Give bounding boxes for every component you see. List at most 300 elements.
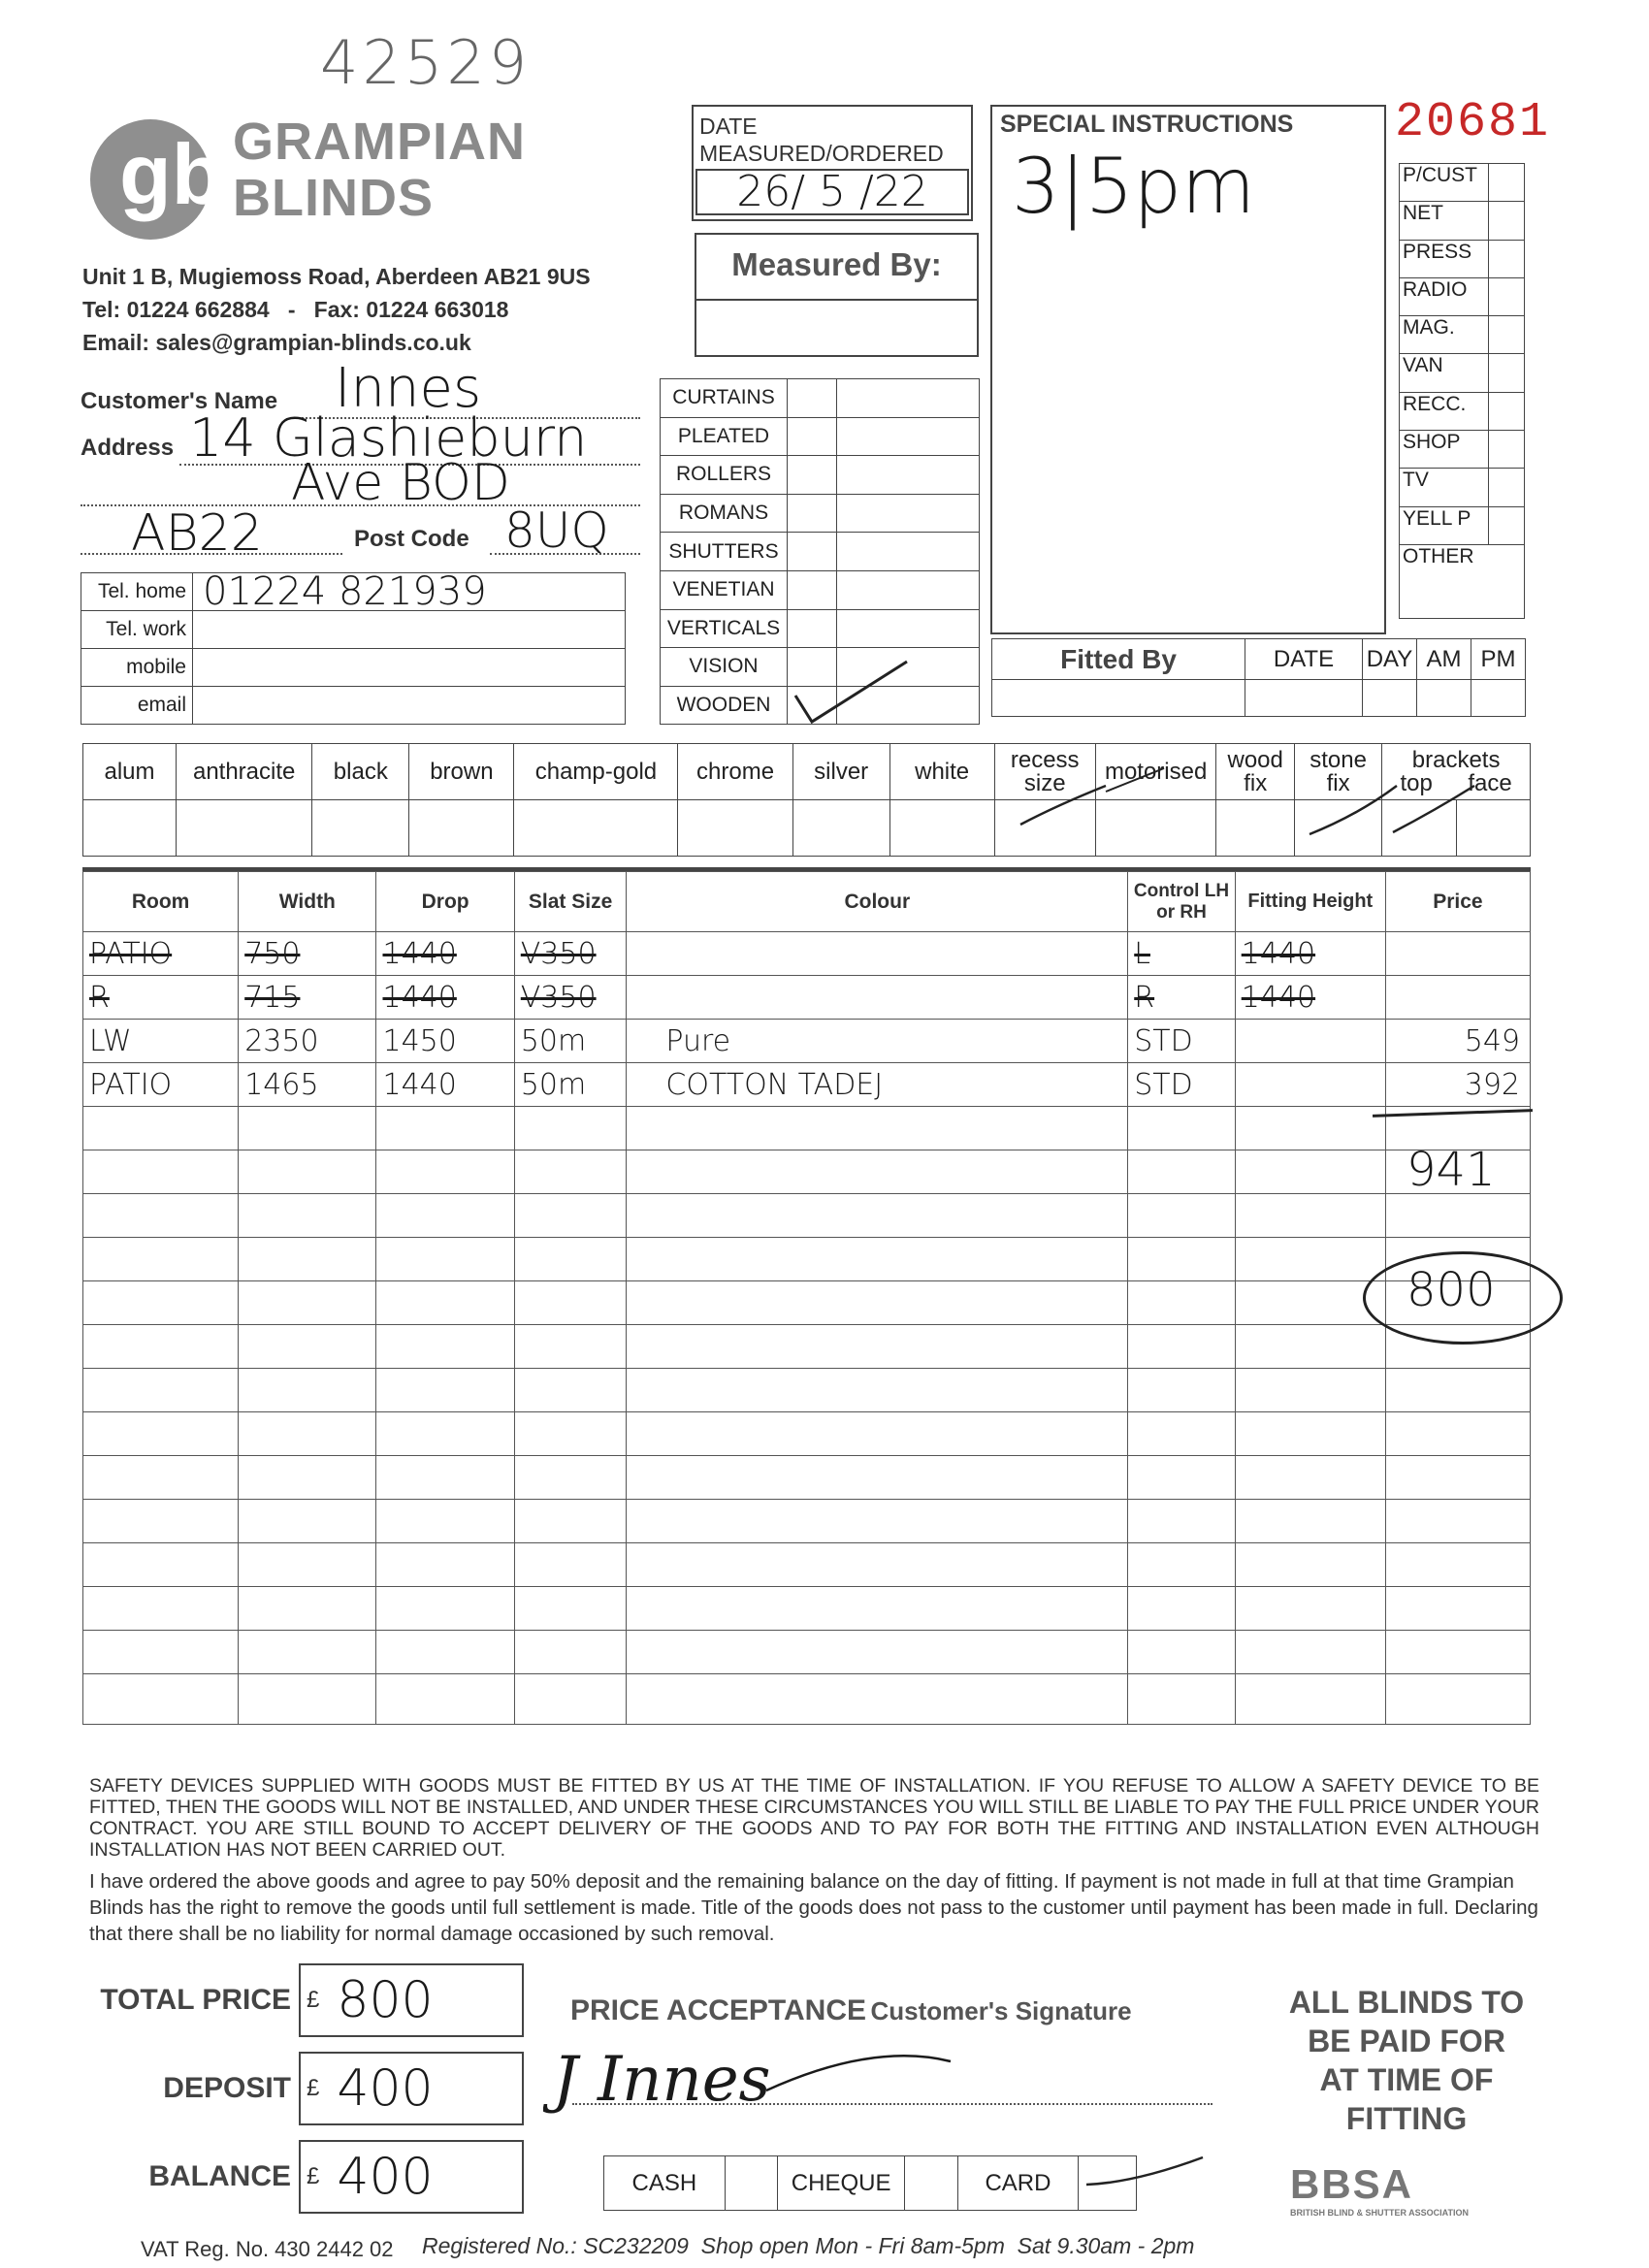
table-row[interactable] <box>83 1587 1531 1631</box>
phone-label-0: Tel. home <box>81 573 193 611</box>
cell-control[interactable] <box>1128 1325 1235 1369</box>
source-checkbox[interactable] <box>1489 202 1525 240</box>
total-label-1: DEPOSIT <box>163 2072 291 2104</box>
cell-colour[interactable] <box>627 1587 1128 1631</box>
total-row-total-price <box>82 1961 529 2039</box>
cell-width[interactable] <box>239 1194 376 1238</box>
total-value-0[interactable]: 800 <box>337 1971 434 2029</box>
cell-colour[interactable] <box>627 1456 1128 1500</box>
option-wood-fix[interactable]: wood fix <box>1216 744 1295 800</box>
cell-width[interactable]: 1465 <box>239 1063 376 1107</box>
total-box-0[interactable] <box>299 1963 524 2037</box>
cell-height[interactable] <box>1235 1238 1385 1281</box>
option-recess-size[interactable]: recess size <box>994 744 1095 800</box>
vat-number: VAT Reg. No. 430 2442 02 <box>141 2237 394 2261</box>
table-row[interactable] <box>83 1238 1531 1281</box>
source-checkbox[interactable] <box>1489 392 1525 430</box>
address-town[interactable]: AB22 <box>131 504 263 563</box>
blind-type-checkbox[interactable] <box>788 456 837 495</box>
option-champ-gold[interactable]: champ-gold <box>514 744 678 800</box>
cell-colour[interactable] <box>627 1238 1128 1281</box>
cell-width[interactable] <box>239 1587 376 1631</box>
table-row[interactable] <box>83 1369 1531 1412</box>
cell-price[interactable] <box>1385 1631 1530 1674</box>
fitted-pm-value[interactable] <box>1471 680 1526 717</box>
table-row[interactable] <box>83 1456 1531 1500</box>
cell-slat[interactable]: 50m <box>514 1063 627 1107</box>
cell-width[interactable] <box>239 1500 376 1543</box>
cell-height[interactable] <box>1235 1325 1385 1369</box>
cell-control[interactable]: R <box>1128 976 1235 1020</box>
cell-control[interactable] <box>1128 1150 1235 1194</box>
cell-height[interactable] <box>1235 1674 1385 1725</box>
phone-label-3: email <box>81 687 193 725</box>
phone-value-3[interactable] <box>193 687 626 725</box>
cell-colour[interactable] <box>627 1500 1128 1543</box>
cell-price[interactable] <box>1385 1456 1530 1500</box>
option-brackets-label: brackets <box>1411 746 1501 773</box>
source-mag-label: MAG. <box>1400 316 1489 354</box>
cell-drop[interactable]: 1440 <box>376 1063 514 1107</box>
table-row[interactable] <box>83 1194 1531 1238</box>
cell-control[interactable] <box>1128 1543 1235 1587</box>
source-radio-label: RADIO <box>1400 277 1489 315</box>
blind-type-romans: ROMANS <box>661 494 788 533</box>
cell-slat[interactable] <box>514 1194 627 1238</box>
cell-drop[interactable] <box>376 1281 514 1325</box>
cell-colour[interactable] <box>627 1150 1128 1194</box>
cell-price[interactable] <box>1385 1500 1530 1543</box>
total-box-2[interactable] <box>299 2140 524 2214</box>
cell-control[interactable] <box>1128 1369 1235 1412</box>
col-width: Width <box>239 872 376 932</box>
table-row[interactable] <box>83 976 1531 1020</box>
source-shop-label: SHOP <box>1400 431 1489 469</box>
fitted-pm-label: PM <box>1471 639 1526 680</box>
cell-control[interactable] <box>1128 1500 1235 1543</box>
cell-drop[interactable]: 1440 <box>376 932 514 976</box>
cell-height[interactable] <box>1235 1500 1385 1543</box>
notice-line2: BE PAID FOR <box>1308 2024 1505 2058</box>
company-phone-fax: Tel: 01224 662884 - Fax: 01224 663018 <box>82 297 509 322</box>
signature-label: Customer's Signature <box>870 1996 1132 2025</box>
bbsa-logo <box>1290 2161 1523 2218</box>
fitted-by-table <box>991 638 1526 717</box>
logo-letters: gb <box>119 126 224 222</box>
cell-width[interactable]: 715 <box>239 976 376 1020</box>
customer-signature[interactable] <box>543 2023 1086 2134</box>
col-colour: Colour <box>627 872 1128 932</box>
cell-drop[interactable] <box>376 1587 514 1631</box>
cell-height[interactable] <box>1235 1150 1385 1194</box>
cell-colour[interactable] <box>627 1281 1128 1325</box>
cell-control[interactable] <box>1128 1107 1235 1150</box>
payment-cash-box[interactable] <box>725 2156 778 2211</box>
cell-slat[interactable] <box>514 1281 627 1325</box>
cell-drop[interactable] <box>376 1107 514 1150</box>
total-label-2: BALANCE <box>148 2160 291 2192</box>
payment-notice <box>1251 1983 1562 2138</box>
fitted-date-label: DATE <box>1245 639 1363 680</box>
cell-price[interactable] <box>1385 1674 1530 1725</box>
fitted-date-value[interactable] <box>1245 680 1363 717</box>
cell-colour[interactable]: Pure <box>627 1020 1128 1063</box>
cell-slat[interactable] <box>514 1325 627 1369</box>
cell-room[interactable] <box>83 1587 239 1631</box>
source-net-label: NET <box>1400 202 1489 240</box>
source-checkbox[interactable] <box>1489 277 1525 315</box>
options-strike-marks <box>1009 757 1523 859</box>
cell-control[interactable] <box>1128 1674 1235 1725</box>
cell-colour[interactable] <box>627 1325 1128 1369</box>
cell-room[interactable] <box>83 1107 239 1150</box>
cell-slat[interactable] <box>514 1369 627 1412</box>
cell-colour[interactable]: COTTON TADEJ <box>627 1063 1128 1107</box>
cell-drop[interactable] <box>376 1456 514 1500</box>
cell-height[interactable] <box>1235 1631 1385 1674</box>
cell-width[interactable] <box>239 1456 376 1500</box>
cell-height[interactable]: 1440 <box>1235 976 1385 1020</box>
cell-height[interactable] <box>1235 1456 1385 1500</box>
cell-width[interactable] <box>239 1107 376 1150</box>
blind-type-checkbox[interactable] <box>788 379 837 418</box>
option-chrome[interactable]: chrome <box>678 744 792 800</box>
table-row[interactable] <box>83 1412 1531 1456</box>
price-acceptance-label: PRICE ACCEPTANCE <box>570 1994 867 2026</box>
payment-method-table <box>603 2155 1137 2211</box>
table-row[interactable] <box>83 1631 1531 1674</box>
cell-height[interactable] <box>1235 1412 1385 1456</box>
cell-height[interactable] <box>1235 1543 1385 1587</box>
currency-symbol: £ <box>307 2075 320 2101</box>
blind-type-checkbox[interactable] <box>788 570 837 609</box>
cell-room[interactable] <box>83 1674 239 1725</box>
blind-type-checkbox[interactable] <box>788 417 837 456</box>
table-row[interactable] <box>83 1325 1531 1369</box>
cell-slat[interactable] <box>514 1500 627 1543</box>
cell-width[interactable] <box>239 1674 376 1725</box>
cell-width[interactable]: 2350 <box>239 1020 376 1063</box>
blind-type-shutters: SHUTTERS <box>661 533 788 571</box>
option-brackets-face: face <box>1468 769 1512 796</box>
fitted-by-label: Fitted By <box>992 639 1245 680</box>
option-motorised[interactable]: motorised <box>1095 744 1216 800</box>
cell-room[interactable] <box>83 1325 239 1369</box>
cell-price[interactable]: 392 <box>1385 1063 1530 1107</box>
cell-colour[interactable] <box>627 1631 1128 1674</box>
company-email: Email: sales@grampian-blinds.co.uk <box>82 330 471 355</box>
blind-type-curtains: CURTAINS <box>661 379 788 418</box>
notice-line4: FITTING <box>1345 2101 1468 2136</box>
payment-cheque-box[interactable] <box>904 2156 957 2211</box>
cell-room[interactable] <box>83 1456 239 1500</box>
cell-width[interactable] <box>239 1325 376 1369</box>
cell-colour[interactable] <box>627 976 1128 1020</box>
cell-slat[interactable] <box>514 1587 627 1631</box>
cell-slat[interactable]: 50m <box>514 1020 627 1063</box>
option-anthracite[interactable]: anthracite <box>177 744 312 800</box>
cell-slat[interactable] <box>514 1238 627 1281</box>
cell-drop[interactable] <box>376 1543 514 1587</box>
blind-type-checkbox[interactable] <box>788 609 837 648</box>
cell-height[interactable] <box>1235 1020 1385 1063</box>
cell-width[interactable] <box>239 1150 376 1194</box>
option-brown[interactable]: brown <box>409 744 514 800</box>
source-yellp-label: YELL P <box>1400 506 1489 544</box>
cell-drop[interactable] <box>376 1325 514 1369</box>
blind-type-checkbox[interactable] <box>788 533 837 571</box>
cell-price[interactable] <box>1385 1412 1530 1456</box>
col-fitting-height: Fitting Height <box>1235 872 1385 932</box>
cell-drop[interactable] <box>376 1238 514 1281</box>
source-press-label: PRESS <box>1400 240 1489 277</box>
notice-line3: AT TIME OF <box>1319 2062 1494 2097</box>
col-price: Price <box>1385 872 1530 932</box>
cell-price[interactable] <box>1385 1587 1530 1631</box>
cell-width[interactable]: 750 <box>239 932 376 976</box>
cell-colour[interactable] <box>627 1674 1128 1725</box>
cell-height[interactable] <box>1235 1063 1385 1107</box>
total-value-1[interactable]: 400 <box>337 2059 434 2118</box>
date-box <box>692 105 973 221</box>
total-value-2[interactable]: 400 <box>337 2148 434 2206</box>
company-address: Unit 1 B, Mugiemoss Road, Aberdeen AB21 9US <box>82 264 591 289</box>
source-recc-label: RECC. <box>1400 392 1489 430</box>
option-alum[interactable]: alum <box>83 744 177 800</box>
cell-price[interactable] <box>1385 976 1530 1020</box>
source-list <box>1399 163 1525 619</box>
order-table <box>82 871 1531 1725</box>
customer-name[interactable]: Innes <box>335 357 482 420</box>
cell-price[interactable] <box>1385 1543 1530 1587</box>
cell-room[interactable] <box>83 1194 239 1238</box>
blind-type-venetian: VENETIAN <box>661 570 788 609</box>
fitted-am-value[interactable] <box>1417 680 1471 717</box>
cell-control[interactable]: STD <box>1128 1020 1235 1063</box>
address-line2[interactable]: Ave BOD <box>291 454 510 512</box>
cell-slat[interactable]: V350 <box>514 932 627 976</box>
blind-type-vision: VISION <box>661 648 788 687</box>
phone-value-1[interactable] <box>193 611 626 649</box>
date-value[interactable]: 26/ 5 /22 <box>695 169 969 215</box>
currency-symbol: £ <box>307 2163 320 2189</box>
source-van-label: VAN <box>1400 354 1489 392</box>
cell-width[interactable] <box>239 1631 376 1674</box>
registration-info: Registered No.: SC232209 Shop open Mon - Fri 8am-5pm Sat 9.30am - 2pm <box>422 2233 1195 2258</box>
cell-drop[interactable]: 1450 <box>376 1020 514 1063</box>
measured-by-value[interactable] <box>696 301 977 355</box>
fitted-by-value[interactable] <box>992 680 1245 717</box>
fitted-am-label: AM <box>1417 639 1471 680</box>
source-checkbox[interactable] <box>1489 354 1525 392</box>
table-row[interactable] <box>83 1020 1531 1063</box>
total-row-balance <box>82 2138 529 2216</box>
cell-drop[interactable] <box>376 1674 514 1725</box>
cell-slat[interactable] <box>514 1543 627 1587</box>
cell-height[interactable] <box>1235 1587 1385 1631</box>
special-instructions-value[interactable]: 3|5pm <box>1012 144 1256 231</box>
special-instructions-label: SPECIAL INSTRUCTIONS <box>1000 111 1294 138</box>
svg-text:J Innes: J Innes <box>553 2044 771 2116</box>
cell-width[interactable] <box>239 1412 376 1456</box>
address-line1[interactable]: 14 Glashieburn <box>189 407 588 469</box>
cell-room[interactable]: PATIO <box>83 1063 239 1107</box>
phone-label-1: Tel. work <box>81 611 193 649</box>
card-check-mark <box>1077 2146 1212 2209</box>
cell-price[interactable] <box>1385 932 1530 976</box>
safety-terms: SAFETY DEVICES SUPPLIED WITH GOODS MUST BE FITTED BY US AT THE TIME OF INSTALLATION. IF YOU REFUSE TO ALLOW A SAFETY DEVICE TO BE FITTED, THEN THE GOODS WILL NOT BE INSTALLED, AND UNDER THESE CIRCUMSTANCES YOU WILL STILL BE LIABLE TO PAY THE FULL PRICE UNDER YOUR CONTRACT. YOU ARE STILL BOUND TO ACCEPT DELIVERY OF THE GOODS AND TO PAY FOR BOTH THE FITTING AND INSTALLATION EVEN ALTHOUGH INSTALLATION HAS NOT BEEN CARRIED OUT. <box>89 1775 1539 1861</box>
cell-control[interactable] <box>1128 1238 1235 1281</box>
payment-terms: I have ordered the above goods and agree to pay 50% deposit and the remaining balance on the day of fitting. If payment is not made in full at that time Grampian Blinds has the right to remove the goods until full settlement is made. Title of the goods does not pass to the customer until payment has been made in full. Declaring that there shall be no liability for normal damage occasioned by such removal. <box>89 1870 1538 1945</box>
postcode[interactable]: 8UQ <box>504 502 609 559</box>
fitted-day-value[interactable] <box>1363 680 1417 717</box>
table-row[interactable] <box>83 1543 1531 1587</box>
cell-price[interactable]: 549 <box>1385 1020 1530 1063</box>
cell-drop[interactable] <box>376 1369 514 1412</box>
cell-control[interactable] <box>1128 1587 1235 1631</box>
cell-width[interactable] <box>239 1543 376 1587</box>
subtotal-value: 941 <box>1406 1143 1496 1197</box>
cell-colour[interactable] <box>627 1369 1128 1412</box>
cell-slat[interactable] <box>514 1631 627 1674</box>
date-label: DATE MEASURED/ORDERED <box>699 113 944 166</box>
cell-price[interactable] <box>1385 1194 1530 1238</box>
table-row[interactable] <box>83 1500 1531 1543</box>
cell-room[interactable] <box>83 1281 239 1325</box>
source-checkbox[interactable] <box>1489 506 1525 544</box>
col-slat-size: Slat Size <box>514 872 627 932</box>
cell-room[interactable] <box>83 1150 239 1194</box>
cell-slat[interactable] <box>514 1412 627 1456</box>
blind-type-pleated: PLEATED <box>661 417 788 456</box>
cell-room[interactable] <box>83 1369 239 1412</box>
cell-room[interactable] <box>83 1238 239 1281</box>
cell-colour[interactable] <box>627 1107 1128 1150</box>
cell-slat[interactable] <box>514 1456 627 1500</box>
cell-room[interactable]: PATIO <box>83 932 239 976</box>
table-row[interactable] <box>83 1107 1531 1150</box>
source-tv-label: TV <box>1400 469 1489 506</box>
cell-colour[interactable] <box>627 1543 1128 1587</box>
order-number: 20681 <box>1395 95 1551 150</box>
cell-colour[interactable] <box>627 932 1128 976</box>
source-checkbox[interactable] <box>1489 240 1525 277</box>
source-checkbox[interactable] <box>1489 469 1525 506</box>
col-control: Control LH or RH <box>1128 872 1235 932</box>
cell-room[interactable]: LW <box>83 1020 239 1063</box>
special-instructions-box <box>990 105 1386 634</box>
cell-height[interactable]: 1440 <box>1235 932 1385 976</box>
option-silver[interactable]: silver <box>792 744 889 800</box>
cell-drop[interactable] <box>376 1631 514 1674</box>
payment-card-label: CARD <box>957 2156 1079 2211</box>
option-black[interactable]: black <box>312 744 409 800</box>
bbsa-subtitle: BRITISH BLIND & SHUTTER ASSOCIATION <box>1290 2208 1469 2218</box>
cell-colour[interactable] <box>627 1412 1128 1456</box>
source-checkbox[interactable] <box>1489 431 1525 469</box>
blind-type-rollers: ROLLERS <box>661 456 788 495</box>
table-row[interactable] <box>83 932 1531 976</box>
phone-label-2: mobile <box>81 649 193 687</box>
cell-control[interactable] <box>1128 1194 1235 1238</box>
phone-table <box>81 569 626 725</box>
cell-slat[interactable] <box>514 1107 627 1150</box>
phone-value-0[interactable]: 01224 821939 <box>193 573 626 611</box>
total-box-1[interactable] <box>299 2052 524 2125</box>
total-row-deposit <box>82 2050 529 2127</box>
cell-control[interactable]: STD <box>1128 1063 1235 1107</box>
cell-control[interactable]: L <box>1128 932 1235 976</box>
cell-drop[interactable] <box>376 1500 514 1543</box>
table-row[interactable] <box>83 1674 1531 1725</box>
cell-colour[interactable] <box>627 1194 1128 1238</box>
cell-slat[interactable]: V350 <box>514 976 627 1020</box>
table-row[interactable] <box>83 1281 1531 1325</box>
customer-name-label: Customer's Name <box>81 388 278 414</box>
cell-drop[interactable] <box>376 1150 514 1194</box>
cell-width[interactable] <box>239 1281 376 1325</box>
total-label-0: TOTAL PRICE <box>100 1984 291 2016</box>
measured-by-box <box>695 233 979 357</box>
file-number: 42529 <box>320 27 532 98</box>
col-room: Room <box>83 872 239 932</box>
cell-room[interactable] <box>83 1631 239 1674</box>
bbsa-name: BBSA <box>1290 2161 1414 2207</box>
cell-control[interactable] <box>1128 1281 1235 1325</box>
cell-drop[interactable] <box>376 1412 514 1456</box>
blind-type-wooden: WOODEN <box>661 686 788 725</box>
cell-height[interactable] <box>1235 1194 1385 1238</box>
cell-slat[interactable] <box>514 1150 627 1194</box>
option-white[interactable]: white <box>889 744 994 800</box>
cell-room[interactable] <box>83 1412 239 1456</box>
cell-drop[interactable] <box>376 1194 514 1238</box>
blind-type-checkbox[interactable] <box>788 494 837 533</box>
wooden-check-mark <box>791 652 917 734</box>
cell-room[interactable] <box>83 1500 239 1543</box>
cell-slat[interactable] <box>514 1674 627 1725</box>
notice-line1: ALL BLINDS TO <box>1288 1985 1525 2020</box>
cell-control[interactable] <box>1128 1631 1235 1674</box>
blind-type-verticals: VERTICALS <box>661 609 788 648</box>
table-row[interactable] <box>83 1150 1531 1194</box>
source-pcust-label: P/CUST <box>1400 164 1489 202</box>
cell-price[interactable] <box>1385 1369 1530 1412</box>
col-drop: Drop <box>376 872 514 932</box>
cell-width[interactable] <box>239 1238 376 1281</box>
phone-value-2[interactable] <box>193 649 626 687</box>
option-stone-fix[interactable]: stone fix <box>1294 744 1381 800</box>
source-checkbox[interactable] <box>1489 316 1525 354</box>
cell-control[interactable] <box>1128 1456 1235 1500</box>
cell-drop[interactable]: 1440 <box>376 976 514 1020</box>
cell-width[interactable] <box>239 1369 376 1412</box>
cell-control[interactable] <box>1128 1412 1235 1456</box>
source-checkbox[interactable] <box>1489 164 1525 202</box>
cell-height[interactable] <box>1235 1107 1385 1150</box>
totals-block <box>82 1961 529 2226</box>
cell-height[interactable] <box>1235 1369 1385 1412</box>
cell-room[interactable]: R <box>83 976 239 1020</box>
source-other-label: OTHER <box>1400 544 1525 618</box>
table-row[interactable] <box>83 1063 1531 1107</box>
payment-cheque-label: CHEQUE <box>778 2156 904 2211</box>
postcode-label: Post Code <box>354 526 469 552</box>
company-name-line2: BLINDS <box>233 169 434 227</box>
cell-room[interactable] <box>83 1543 239 1587</box>
fitted-day-label: DAY <box>1363 639 1417 680</box>
measured-by-label: Measured By: <box>731 246 942 282</box>
